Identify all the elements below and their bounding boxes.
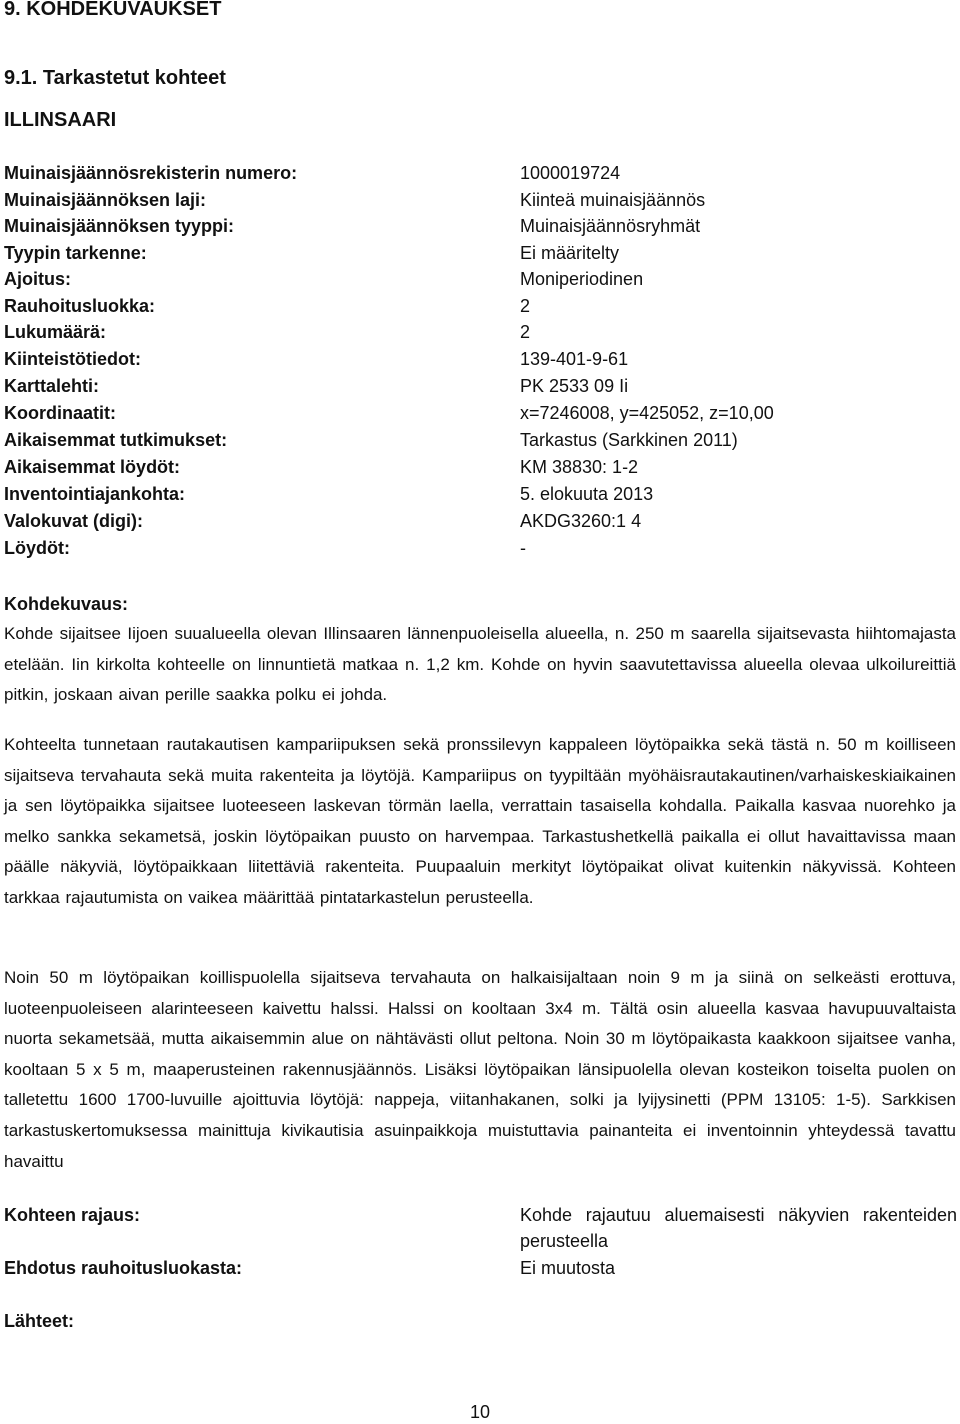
- site-name-heading: ILLINSAARI: [4, 109, 117, 131]
- protection-row: [4, 1255, 242, 1281]
- field-value: AKDG3260:1 4: [520, 511, 642, 531]
- field-value: KM 38830: 1-2: [520, 457, 639, 477]
- field-value: Moniperiodinen: [520, 269, 644, 289]
- field-value: 139-401-9-61: [520, 349, 629, 369]
- field-label: Löydöt:: [4, 538, 70, 558]
- field-value: -: [520, 538, 526, 558]
- field-label: Muinaisjäännöksen tyyppi:: [4, 216, 235, 236]
- field-label: Koordinaatit:: [4, 403, 116, 423]
- field-label: Ajoitus:: [4, 269, 71, 289]
- field-value: 1000019724: [520, 163, 621, 183]
- field-label: Valokuvat (digi):: [4, 511, 144, 531]
- field-label: Muinaisjäännösrekisterin numero:: [4, 163, 298, 183]
- boundary-row: [4, 1202, 140, 1228]
- description-paragraph: Kohde sijaitsee Iijoen suualueella olevan Illinsaaren lännenpuoleisella alueella, n. 250 m saarella sijaitsevasta hiihtomajasta etelään. Iin kirkolta kohteelle on linnuntietä matkaa n. 1,2 km. Kohde on hyvin saavutettavissa alueella olevaa ulkoilureittiä pitkin, joskaan aivan perille saakka polku ei johda.: [4, 624, 956, 705]
- boundary-label: Kohteen rajaus:: [4, 1205, 141, 1225]
- page-number: 10: [469, 1402, 491, 1422]
- field-label: Karttalehti:: [4, 376, 100, 396]
- description-label: Kohdekuvaus:: [4, 594, 129, 614]
- boundary-value: Kohde rajautuu aluemaisesti näkyvien rakenteiden perusteella: [520, 1205, 957, 1251]
- section-heading: 9. KOHDEKUVAUKSET: [4, 0, 222, 20]
- field-value: Muinaisjäännösryhmät: [520, 216, 701, 236]
- field-value: Tarkastus (Sarkkinen 2011): [520, 430, 738, 450]
- field-value: 2: [520, 296, 531, 316]
- protection-value: Ei muutosta: [520, 1258, 616, 1278]
- field-value: x=7246008, y=425052, z=10,00: [520, 403, 774, 423]
- field-label: Inventointiajankohta:: [4, 484, 186, 504]
- field-label: Rauhoitusluokka:: [4, 296, 156, 316]
- description-paragraph: Kohteelta tunnetaan rautakautisen kampariipuksen sekä pronssilevyn kappaleen löytöpaikka sekä tästä n. 50 m koilliseen sijaitseva tervahauta sekä muita rakenteita ja löytöjä. Kampariipus on tyypiltään myöhäisrautakautinen/varhaiskeskiaikainen ja sen löytöpaikka sijaitsee luoteeseen laskevan törmän laella, verrattain tasaisella kohdalla. Paikalla kasvaa nuorehko ja melko sankka sekametsä, joskin löytöpaikan puusto on harvempaa. Tarkastushetkellä paikalla ei ollut havaittavissa maan päälle näkyviä, löytöpaikkaan liitettäviä rakenteita. Puupaaluin merkityt löytöpaikat olivat kuitenkin näkyvissä. Kohteen tarkkaa rajautumista on vaikea määrittää pintatarkastelun perusteella.: [4, 735, 956, 907]
- sources-row: [4, 1308, 74, 1334]
- field-value: PK 2533 09 Ii: [520, 376, 629, 396]
- field-label: Tyypin tarkenne:: [4, 243, 147, 263]
- field-value: Ei määritelty: [520, 243, 620, 263]
- field-label: Kiinteistötiedot:: [4, 349, 141, 369]
- field-label: Aikaisemmat tutkimukset:: [4, 430, 228, 450]
- subsection-heading: 9.1. Tarkastetut kohteet: [4, 67, 226, 89]
- field-value: Kiinteä muinaisjäännös: [520, 190, 706, 210]
- field-label: Aikaisemmat löydöt:: [4, 457, 181, 477]
- field-label: Lukumäärä:: [4, 322, 107, 342]
- field-value: 2: [520, 322, 531, 342]
- description-paragraph: Noin 50 m löytöpaikan koillispuolella sijaitseva tervahauta on halkaisijaltaan noin 9 m ja siinä on selkeästi erottuva, luoteenpuoleiseen alarinteeseen kaivettu halssi. Halssi on kooltaan 3x4 m. Tältä osin alueella kasvaa havupuuvaltaista nuorta sekametsää, mutta aikaisemmin alue on nähtävästi ollut peltona. Noin 30 m löytöpaikasta kaakkoon sijaitsee vanha, kooltaan 5 x 5 m, maaperusteinen rakennusjäännös. Lisäksi löytöpaikan länsipuolella olevan kosteikon toiselta puolen on talletettu 1600 1700-luvuille ajoittuvia löytöjä: nappeja, viitanhakanen, solki ja lyijysinetti (PPM 13105: 1-5). Sarkkisen tarkastuskertomuksessa mainittuja kivikautisia asuinpaikkoja muistuttavia painanteita ei inventoinnin yhteydessä tavattu havaittu: [4, 968, 956, 1171]
- protection-label: Ehdotus rauhoitusluokasta:: [4, 1258, 243, 1278]
- field-value: 5. elokuuta 2013: [520, 484, 654, 504]
- sources-label: Lähteet:: [4, 1311, 75, 1331]
- field-label: Muinaisjäännöksen laji:: [4, 190, 207, 210]
